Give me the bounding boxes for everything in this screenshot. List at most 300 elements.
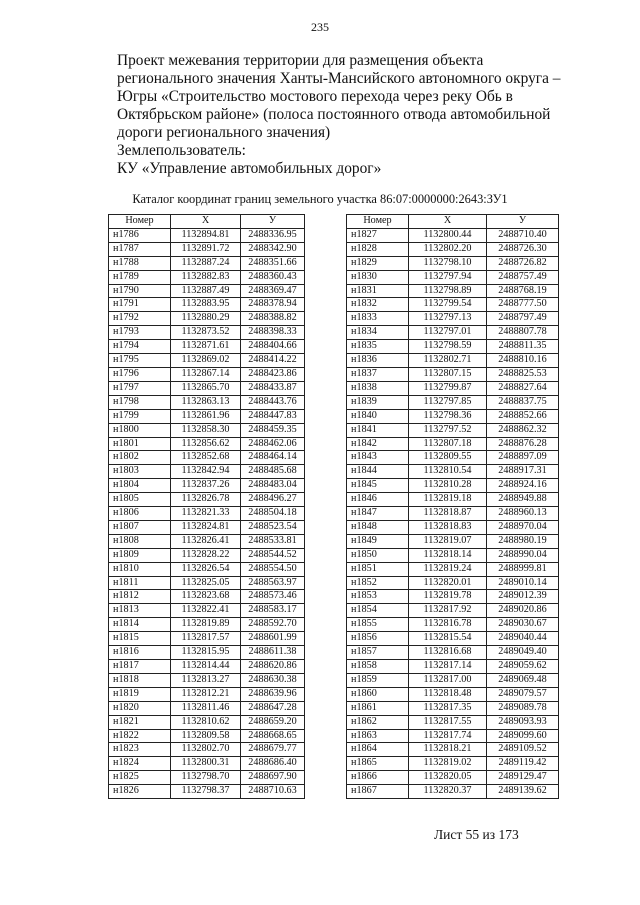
table-row bbox=[347, 562, 559, 576]
cell-point-number: н1843 bbox=[347, 451, 409, 465]
cell-point-number: н1820 bbox=[109, 701, 171, 715]
table-row bbox=[109, 590, 305, 604]
cell-point-number: н1819 bbox=[109, 687, 171, 701]
cell-x-coordinate: 1132817.55 bbox=[409, 715, 487, 729]
cell-point-number: н1848 bbox=[347, 520, 409, 534]
column-header-x: X bbox=[171, 215, 241, 229]
table-row bbox=[347, 409, 559, 423]
cell-point-number: н1834 bbox=[347, 326, 409, 340]
cell-point-number: н1849 bbox=[347, 534, 409, 548]
table-row bbox=[347, 354, 559, 368]
table-row bbox=[347, 298, 559, 312]
table-row bbox=[347, 465, 559, 479]
sheet-label: Лист 55 из 173 bbox=[434, 827, 519, 842]
cell-point-number: н1798 bbox=[109, 395, 171, 409]
cell-y-coordinate: 2489049.40 bbox=[487, 646, 559, 660]
cell-point-number: н1815 bbox=[109, 632, 171, 646]
cell-x-coordinate: 1132852.68 bbox=[171, 451, 241, 465]
cell-point-number: н1799 bbox=[109, 409, 171, 423]
table-row bbox=[109, 548, 305, 562]
table-row bbox=[109, 715, 305, 729]
table-row bbox=[109, 381, 305, 395]
cell-x-coordinate: 1132882.83 bbox=[171, 270, 241, 284]
cell-y-coordinate: 2488573.46 bbox=[241, 590, 305, 604]
cell-point-number: н1790 bbox=[109, 284, 171, 298]
cell-x-coordinate: 1132816.68 bbox=[409, 646, 487, 660]
cell-x-coordinate: 1132807.15 bbox=[409, 367, 487, 381]
cell-point-number: н1824 bbox=[109, 757, 171, 771]
cell-x-coordinate: 1132816.78 bbox=[409, 618, 487, 632]
cell-y-coordinate: 2488797.49 bbox=[487, 312, 559, 326]
cell-point-number: н1817 bbox=[109, 660, 171, 674]
cell-point-number: н1855 bbox=[347, 618, 409, 632]
cell-x-coordinate: 1132797.13 bbox=[409, 312, 487, 326]
table-row bbox=[347, 771, 559, 785]
table-row bbox=[109, 660, 305, 674]
cell-point-number: н1813 bbox=[109, 604, 171, 618]
cell-y-coordinate: 2488447.83 bbox=[241, 409, 305, 423]
table-row bbox=[109, 562, 305, 576]
cell-point-number: н1800 bbox=[109, 423, 171, 437]
table-row bbox=[109, 743, 305, 757]
cell-y-coordinate: 2489119.42 bbox=[487, 757, 559, 771]
cell-point-number: н1839 bbox=[347, 395, 409, 409]
cell-y-coordinate: 2488620.86 bbox=[241, 660, 305, 674]
cell-x-coordinate: 1132798.59 bbox=[409, 340, 487, 354]
cell-point-number: н1806 bbox=[109, 507, 171, 521]
cell-y-coordinate: 2488807.78 bbox=[487, 326, 559, 340]
cell-y-coordinate: 2488852.66 bbox=[487, 409, 559, 423]
cell-point-number: н1841 bbox=[347, 423, 409, 437]
cell-y-coordinate: 2489093.93 bbox=[487, 715, 559, 729]
table-row bbox=[109, 437, 305, 451]
table-row bbox=[347, 228, 559, 242]
cell-point-number: н1846 bbox=[347, 493, 409, 507]
cell-x-coordinate: 1132828.22 bbox=[171, 548, 241, 562]
cell-x-coordinate: 1132873.52 bbox=[171, 326, 241, 340]
table-row bbox=[109, 604, 305, 618]
column-header-y: У bbox=[241, 215, 305, 229]
cell-y-coordinate: 2488611.38 bbox=[241, 646, 305, 660]
cell-point-number: н1863 bbox=[347, 729, 409, 743]
cell-x-coordinate: 1132820.05 bbox=[409, 771, 487, 785]
cell-x-coordinate: 1132817.92 bbox=[409, 604, 487, 618]
cell-y-coordinate: 2488563.97 bbox=[241, 576, 305, 590]
column-header-y: У bbox=[487, 215, 559, 229]
cell-point-number: н1793 bbox=[109, 326, 171, 340]
table-header-row bbox=[347, 215, 559, 229]
cell-point-number: н1861 bbox=[347, 701, 409, 715]
cell-y-coordinate: 2488811.35 bbox=[487, 340, 559, 354]
cell-x-coordinate: 1132818.21 bbox=[409, 743, 487, 757]
cell-point-number: н1829 bbox=[347, 256, 409, 270]
table-row bbox=[109, 479, 305, 493]
cell-x-coordinate: 1132815.95 bbox=[171, 646, 241, 660]
table-row bbox=[347, 340, 559, 354]
table-row bbox=[109, 465, 305, 479]
table-row bbox=[109, 771, 305, 785]
cell-y-coordinate: 2488897.09 bbox=[487, 451, 559, 465]
table-row bbox=[347, 326, 559, 340]
cell-point-number: н1853 bbox=[347, 590, 409, 604]
cell-x-coordinate: 1132863.13 bbox=[171, 395, 241, 409]
cell-point-number: н1811 bbox=[109, 576, 171, 590]
cell-x-coordinate: 1132819.24 bbox=[409, 562, 487, 576]
cell-point-number: н1808 bbox=[109, 534, 171, 548]
header-line: Октябрьском районе» (полоса постоянного отвода автомобильной bbox=[117, 106, 551, 123]
cell-point-number: н1837 bbox=[347, 367, 409, 381]
cell-point-number: н1803 bbox=[109, 465, 171, 479]
cell-y-coordinate: 2488970.04 bbox=[487, 520, 559, 534]
cell-y-coordinate: 2488342.90 bbox=[241, 242, 305, 256]
cell-y-coordinate: 2488462.06 bbox=[241, 437, 305, 451]
table-row bbox=[347, 715, 559, 729]
cell-point-number: н1787 bbox=[109, 242, 171, 256]
cell-y-coordinate: 2488837.75 bbox=[487, 395, 559, 409]
cell-y-coordinate: 2488639.96 bbox=[241, 687, 305, 701]
table-row bbox=[109, 367, 305, 381]
cell-point-number: н1821 bbox=[109, 715, 171, 729]
table-row bbox=[347, 479, 559, 493]
cell-x-coordinate: 1132798.10 bbox=[409, 256, 487, 270]
table-row bbox=[109, 326, 305, 340]
cell-y-coordinate: 2488726.30 bbox=[487, 242, 559, 256]
table-row bbox=[347, 660, 559, 674]
cell-y-coordinate: 2488862.32 bbox=[487, 423, 559, 437]
cell-x-coordinate: 1132842.94 bbox=[171, 465, 241, 479]
cell-x-coordinate: 1132825.05 bbox=[171, 576, 241, 590]
cell-point-number: н1801 bbox=[109, 437, 171, 451]
cell-x-coordinate: 1132814.44 bbox=[171, 660, 241, 674]
cell-x-coordinate: 1132797.94 bbox=[409, 270, 487, 284]
table-row bbox=[109, 284, 305, 298]
cell-point-number: н1840 bbox=[347, 409, 409, 423]
cell-point-number: н1825 bbox=[109, 771, 171, 785]
cell-point-number: н1786 bbox=[109, 228, 171, 242]
cell-x-coordinate: 1132894.81 bbox=[171, 228, 241, 242]
cell-point-number: н1865 bbox=[347, 757, 409, 771]
cell-point-number: н1788 bbox=[109, 256, 171, 270]
table-row bbox=[109, 757, 305, 771]
cell-y-coordinate: 2488710.63 bbox=[241, 785, 305, 799]
column-header-number: Номер bbox=[109, 215, 171, 229]
table-row bbox=[109, 687, 305, 701]
cell-x-coordinate: 1132817.74 bbox=[409, 729, 487, 743]
cell-y-coordinate: 2488414.22 bbox=[241, 354, 305, 368]
cell-y-coordinate: 2488679.77 bbox=[241, 743, 305, 757]
cell-y-coordinate: 2488999.81 bbox=[487, 562, 559, 576]
cell-y-coordinate: 2488388.82 bbox=[241, 312, 305, 326]
cell-point-number: н1810 bbox=[109, 562, 171, 576]
table-row bbox=[109, 228, 305, 242]
table-row bbox=[347, 743, 559, 757]
cell-point-number: н1802 bbox=[109, 451, 171, 465]
cell-y-coordinate: 2488360.43 bbox=[241, 270, 305, 284]
cell-y-coordinate: 2488351.66 bbox=[241, 256, 305, 270]
cell-point-number: н1866 bbox=[347, 771, 409, 785]
cell-y-coordinate: 2488768.19 bbox=[487, 284, 559, 298]
cell-point-number: н1854 bbox=[347, 604, 409, 618]
table-row bbox=[109, 395, 305, 409]
cell-x-coordinate: 1132802.71 bbox=[409, 354, 487, 368]
cell-y-coordinate: 2488668.65 bbox=[241, 729, 305, 743]
table-row bbox=[347, 673, 559, 687]
cell-y-coordinate: 2488592.70 bbox=[241, 618, 305, 632]
cell-y-coordinate: 2489129.47 bbox=[487, 771, 559, 785]
coordinates-table-left bbox=[108, 214, 305, 799]
cell-y-coordinate: 2488504.18 bbox=[241, 507, 305, 521]
cell-x-coordinate: 1132887.24 bbox=[171, 256, 241, 270]
cell-point-number: н1826 bbox=[109, 785, 171, 799]
cell-x-coordinate: 1132813.27 bbox=[171, 673, 241, 687]
cell-point-number: н1842 bbox=[347, 437, 409, 451]
table-row bbox=[347, 785, 559, 799]
table-row bbox=[347, 618, 559, 632]
cell-x-coordinate: 1132826.41 bbox=[171, 534, 241, 548]
cell-y-coordinate: 2489099.60 bbox=[487, 729, 559, 743]
cell-point-number: н1791 bbox=[109, 298, 171, 312]
cell-x-coordinate: 1132797.85 bbox=[409, 395, 487, 409]
cell-point-number: н1833 bbox=[347, 312, 409, 326]
cell-x-coordinate: 1132861.96 bbox=[171, 409, 241, 423]
cell-x-coordinate: 1132807.18 bbox=[409, 437, 487, 451]
cell-x-coordinate: 1132826.54 bbox=[171, 562, 241, 576]
column-header-x: X bbox=[409, 215, 487, 229]
cell-point-number: н1836 bbox=[347, 354, 409, 368]
cell-x-coordinate: 1132798.89 bbox=[409, 284, 487, 298]
cell-y-coordinate: 2488990.04 bbox=[487, 548, 559, 562]
cell-y-coordinate: 2488398.33 bbox=[241, 326, 305, 340]
cell-x-coordinate: 1132858.30 bbox=[171, 423, 241, 437]
table-row bbox=[109, 340, 305, 354]
table-row bbox=[109, 701, 305, 715]
cell-y-coordinate: 2489020.86 bbox=[487, 604, 559, 618]
cell-y-coordinate: 2488483.04 bbox=[241, 479, 305, 493]
cell-x-coordinate: 1132817.00 bbox=[409, 673, 487, 687]
cell-y-coordinate: 2488647.28 bbox=[241, 701, 305, 715]
table-row bbox=[347, 576, 559, 590]
page-number: 235 bbox=[311, 20, 329, 34]
cell-y-coordinate: 2488659.20 bbox=[241, 715, 305, 729]
cell-y-coordinate: 2488777.50 bbox=[487, 298, 559, 312]
cell-y-coordinate: 2489109.52 bbox=[487, 743, 559, 757]
cell-point-number: н1804 bbox=[109, 479, 171, 493]
cell-x-coordinate: 1132869.02 bbox=[171, 354, 241, 368]
table-row bbox=[109, 451, 305, 465]
cell-x-coordinate: 1132799.87 bbox=[409, 381, 487, 395]
cell-x-coordinate: 1132818.87 bbox=[409, 507, 487, 521]
cell-y-coordinate: 2488960.13 bbox=[487, 507, 559, 521]
cell-x-coordinate: 1132883.95 bbox=[171, 298, 241, 312]
cell-x-coordinate: 1132821.33 bbox=[171, 507, 241, 521]
cell-x-coordinate: 1132887.49 bbox=[171, 284, 241, 298]
cell-point-number: н1850 bbox=[347, 548, 409, 562]
cell-y-coordinate: 2488876.28 bbox=[487, 437, 559, 451]
cell-x-coordinate: 1132880.29 bbox=[171, 312, 241, 326]
table-row bbox=[109, 493, 305, 507]
cell-x-coordinate: 1132822.41 bbox=[171, 604, 241, 618]
table-row bbox=[109, 423, 305, 437]
cell-point-number: н1856 bbox=[347, 632, 409, 646]
table-row bbox=[347, 437, 559, 451]
cell-x-coordinate: 1132823.68 bbox=[171, 590, 241, 604]
cell-point-number: н1831 bbox=[347, 284, 409, 298]
table-row bbox=[347, 312, 559, 326]
cell-y-coordinate: 2489089.78 bbox=[487, 701, 559, 715]
cell-y-coordinate: 2488533.81 bbox=[241, 534, 305, 548]
cell-y-coordinate: 2488601.99 bbox=[241, 632, 305, 646]
cell-point-number: н1816 bbox=[109, 646, 171, 660]
table-row bbox=[109, 618, 305, 632]
cell-x-coordinate: 1132800.44 bbox=[409, 228, 487, 242]
cell-point-number: н1818 bbox=[109, 673, 171, 687]
cell-y-coordinate: 2488496.27 bbox=[241, 493, 305, 507]
cell-y-coordinate: 2488433.87 bbox=[241, 381, 305, 395]
table-row bbox=[347, 520, 559, 534]
table-row bbox=[109, 673, 305, 687]
header-line: дороги регионального значения) bbox=[117, 124, 331, 141]
table-row bbox=[109, 729, 305, 743]
cell-point-number: н1852 bbox=[347, 576, 409, 590]
cell-point-number: н1844 bbox=[347, 465, 409, 479]
cell-point-number: н1860 bbox=[347, 687, 409, 701]
cell-point-number: н1822 bbox=[109, 729, 171, 743]
cell-x-coordinate: 1132819.02 bbox=[409, 757, 487, 771]
cell-y-coordinate: 2488554.50 bbox=[241, 562, 305, 576]
cell-y-coordinate: 2489030.67 bbox=[487, 618, 559, 632]
cell-x-coordinate: 1132800.31 bbox=[171, 757, 241, 771]
header-line: Югры «Строительство мостового перехода через реку Обь в bbox=[117, 88, 513, 105]
cell-x-coordinate: 1132820.37 bbox=[409, 785, 487, 799]
cell-y-coordinate: 2488726.82 bbox=[487, 256, 559, 270]
table-row bbox=[109, 256, 305, 270]
cell-y-coordinate: 2488697.90 bbox=[241, 771, 305, 785]
cell-y-coordinate: 2488924.16 bbox=[487, 479, 559, 493]
table-row bbox=[347, 284, 559, 298]
cell-y-coordinate: 2488544.52 bbox=[241, 548, 305, 562]
cell-point-number: н1812 bbox=[109, 590, 171, 604]
table-row bbox=[347, 451, 559, 465]
header-line: КУ «Управление автомобильных дорог» bbox=[117, 160, 382, 177]
cell-point-number: н1795 bbox=[109, 354, 171, 368]
cell-point-number: н1792 bbox=[109, 312, 171, 326]
cell-y-coordinate: 2489059.62 bbox=[487, 660, 559, 674]
cell-point-number: н1805 bbox=[109, 493, 171, 507]
cell-y-coordinate: 2488459.35 bbox=[241, 423, 305, 437]
cell-y-coordinate: 2489012.39 bbox=[487, 590, 559, 604]
cell-point-number: н1858 bbox=[347, 660, 409, 674]
table-row bbox=[347, 632, 559, 646]
cell-y-coordinate: 2488827.64 bbox=[487, 381, 559, 395]
table-row bbox=[347, 493, 559, 507]
table-row bbox=[347, 646, 559, 660]
cell-y-coordinate: 2488423.86 bbox=[241, 367, 305, 381]
table-row bbox=[347, 534, 559, 548]
table-row bbox=[347, 604, 559, 618]
cell-point-number: н1796 bbox=[109, 367, 171, 381]
cell-y-coordinate: 2488336.95 bbox=[241, 228, 305, 242]
cell-point-number: н1862 bbox=[347, 715, 409, 729]
cell-point-number: н1847 bbox=[347, 507, 409, 521]
table-row bbox=[109, 354, 305, 368]
cell-y-coordinate: 2489010.14 bbox=[487, 576, 559, 590]
table-row bbox=[109, 534, 305, 548]
cell-x-coordinate: 1132856.62 bbox=[171, 437, 241, 451]
cell-x-coordinate: 1132865.70 bbox=[171, 381, 241, 395]
table-row bbox=[109, 507, 305, 521]
cell-point-number: н1807 bbox=[109, 520, 171, 534]
cell-y-coordinate: 2488949.88 bbox=[487, 493, 559, 507]
cell-point-number: н1827 bbox=[347, 228, 409, 242]
cell-y-coordinate: 2488757.49 bbox=[487, 270, 559, 284]
column-header-number: Номер bbox=[347, 215, 409, 229]
table-row bbox=[109, 785, 305, 799]
cell-point-number: н1838 bbox=[347, 381, 409, 395]
table-row bbox=[347, 687, 559, 701]
cell-x-coordinate: 1132810.54 bbox=[409, 465, 487, 479]
catalog-title: Каталог координат границ земельного участка 86:07:0000000:2643:ЗУ1 bbox=[132, 192, 508, 206]
cell-y-coordinate: 2488710.40 bbox=[487, 228, 559, 242]
cell-x-coordinate: 1132809.55 bbox=[409, 451, 487, 465]
table-body-right bbox=[347, 228, 559, 798]
cell-y-coordinate: 2488686.40 bbox=[241, 757, 305, 771]
cell-x-coordinate: 1132820.01 bbox=[409, 576, 487, 590]
header-line: Проект межевания территории для размещения объекта bbox=[117, 52, 484, 69]
cell-x-coordinate: 1132817.14 bbox=[409, 660, 487, 674]
table-row bbox=[347, 242, 559, 256]
cell-x-coordinate: 1132824.81 bbox=[171, 520, 241, 534]
cell-x-coordinate: 1132810.28 bbox=[409, 479, 487, 493]
document-header bbox=[117, 52, 587, 178]
table-row bbox=[109, 576, 305, 590]
cell-x-coordinate: 1132815.54 bbox=[409, 632, 487, 646]
header-line: Землепользователь: bbox=[117, 142, 246, 159]
cell-x-coordinate: 1132867.14 bbox=[171, 367, 241, 381]
cell-x-coordinate: 1132812.21 bbox=[171, 687, 241, 701]
cell-point-number: н1859 bbox=[347, 673, 409, 687]
cell-x-coordinate: 1132799.54 bbox=[409, 298, 487, 312]
coordinates-table-right bbox=[346, 214, 559, 799]
cell-y-coordinate: 2488369.47 bbox=[241, 284, 305, 298]
header-line: регионального значения Ханты-Мансийского автономного округа – bbox=[117, 70, 561, 87]
table-row bbox=[347, 256, 559, 270]
cell-point-number: н1794 bbox=[109, 340, 171, 354]
cell-x-coordinate: 1132837.26 bbox=[171, 479, 241, 493]
cell-y-coordinate: 2489040.44 bbox=[487, 632, 559, 646]
table-row bbox=[347, 423, 559, 437]
cell-x-coordinate: 1132818.83 bbox=[409, 520, 487, 534]
cell-y-coordinate: 2488980.19 bbox=[487, 534, 559, 548]
cell-x-coordinate: 1132871.61 bbox=[171, 340, 241, 354]
table-row bbox=[347, 590, 559, 604]
cell-y-coordinate: 2488583.17 bbox=[241, 604, 305, 618]
table-row bbox=[347, 729, 559, 743]
table-row bbox=[109, 298, 305, 312]
cell-x-coordinate: 1132809.58 bbox=[171, 729, 241, 743]
cell-x-coordinate: 1132798.37 bbox=[171, 785, 241, 799]
cell-point-number: н1857 bbox=[347, 646, 409, 660]
cell-y-coordinate: 2488523.54 bbox=[241, 520, 305, 534]
cell-y-coordinate: 2488810.16 bbox=[487, 354, 559, 368]
table-row bbox=[347, 381, 559, 395]
cell-point-number: н1864 bbox=[347, 743, 409, 757]
cell-x-coordinate: 1132826.78 bbox=[171, 493, 241, 507]
table-row bbox=[347, 548, 559, 562]
cell-y-coordinate: 2488917.31 bbox=[487, 465, 559, 479]
cell-point-number: н1832 bbox=[347, 298, 409, 312]
cell-x-coordinate: 1132798.70 bbox=[171, 771, 241, 785]
cell-y-coordinate: 2489069.48 bbox=[487, 673, 559, 687]
